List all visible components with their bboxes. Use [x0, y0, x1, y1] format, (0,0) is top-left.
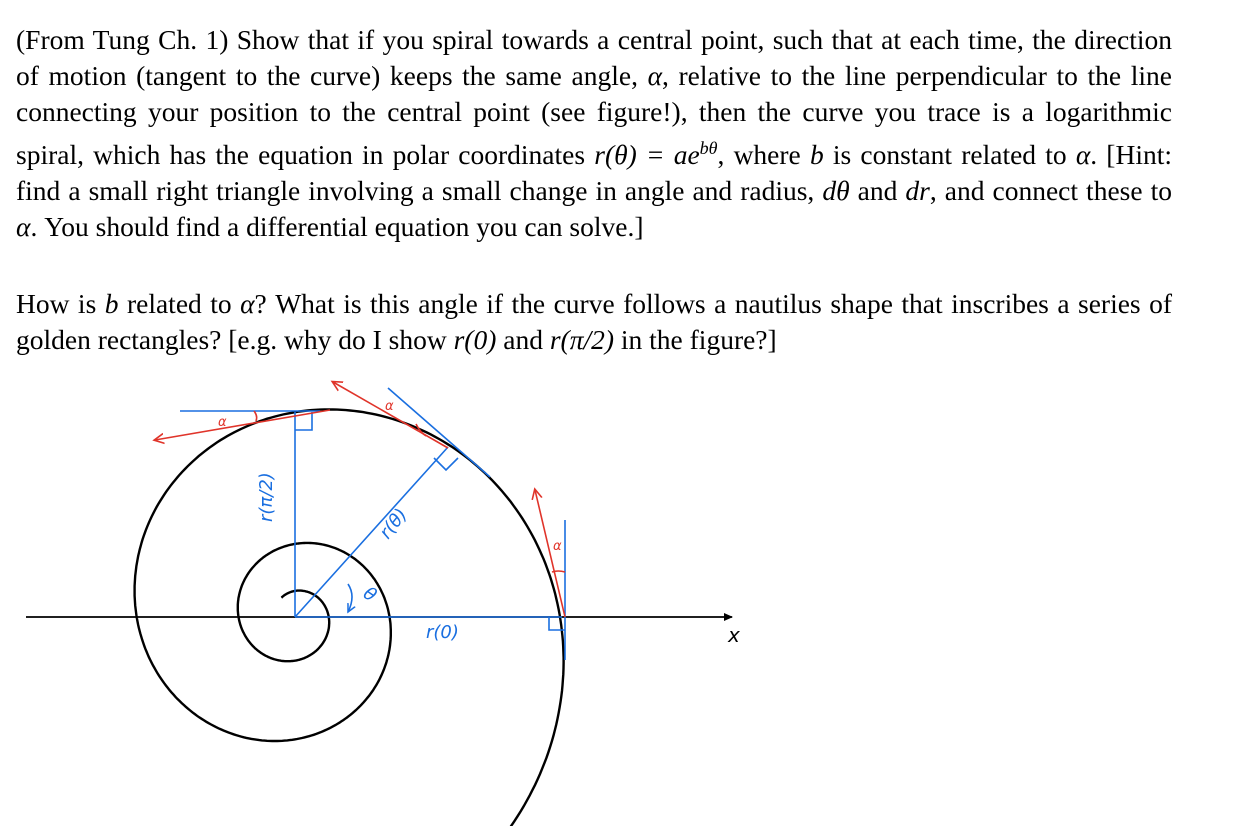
spiral-equation: r(θ) = ae [594, 139, 700, 171]
alpha-label-theta: α [385, 399, 394, 414]
dtheta-symbol: dθ [822, 175, 850, 207]
theta-angle-arc [348, 584, 352, 612]
problem-paragraph-1 [16, 22, 1172, 245]
p2-text-d: ? What is this angle if the curve follows a nautilus shape that inscribes a series of golden rectangles? [e.g. why do I show [16, 288, 1172, 355]
alpha-symbol-4: α [240, 288, 255, 319]
spiral-exponent: bθ [699, 138, 718, 158]
p2-text-a: How is [16, 288, 105, 319]
alpha-symbol: α [647, 60, 663, 91]
alpha-arc-top [254, 411, 257, 421]
tangent-arrow-top [155, 410, 330, 440]
p1-text-f: and [849, 175, 906, 207]
b-symbol: b [809, 139, 824, 171]
r0-expression: r(0) [453, 324, 497, 355]
theta-label: θ [359, 582, 381, 607]
r-theta-label: r(θ) [375, 504, 412, 544]
log-spiral-figure [0, 360, 1246, 826]
p1-text-e: . [Hint: find a small right triangle involving a small change in angle and radius, [16, 139, 1172, 207]
right-angle-mark-theta [434, 458, 458, 470]
alpha-label-right: α [553, 539, 562, 554]
p1-text-h: . You should find a differential equation you can solve.] [30, 211, 644, 243]
tangent-lines [155, 382, 565, 617]
p1-text-b: , relative to the line perpendicular to the line connecting your position to the central point (see figure!), then the curve you trace is a logarithmic spiral, which has the equation in polar coordinates [16, 60, 1172, 171]
alpha-label-top: α [218, 415, 227, 430]
p2-text-f: in the figure?] [614, 324, 777, 355]
alpha-symbol-2: α [1075, 139, 1091, 171]
p2-text-c: related to [118, 288, 241, 319]
r-pi2-label: r(π/2) [256, 472, 277, 522]
r0-label: r(0) [426, 622, 459, 643]
dr-symbol: dr [905, 175, 930, 207]
p1-text-a: (From Tung Ch. 1) Show that if you spiral towards a central point, such that at each time, the direction of motion (tangent to the curve) keeps the same angle, [16, 24, 1172, 91]
p1-text-c: , where [717, 139, 810, 171]
p2-text-e: and [496, 324, 550, 355]
r-pi2-expression: r(π/2) [549, 324, 615, 355]
p1-text-g: , and connect these to [929, 175, 1172, 207]
b-symbol-2: b [104, 288, 119, 319]
alpha-arc-right [552, 571, 565, 572]
x-axis-label: x [728, 623, 740, 647]
alpha-symbol-3: α [16, 211, 31, 243]
problem-paragraph-2 [16, 286, 1172, 358]
p1-text-d: is constant related to [823, 139, 1076, 171]
tangent-arrow-theta [333, 382, 448, 448]
